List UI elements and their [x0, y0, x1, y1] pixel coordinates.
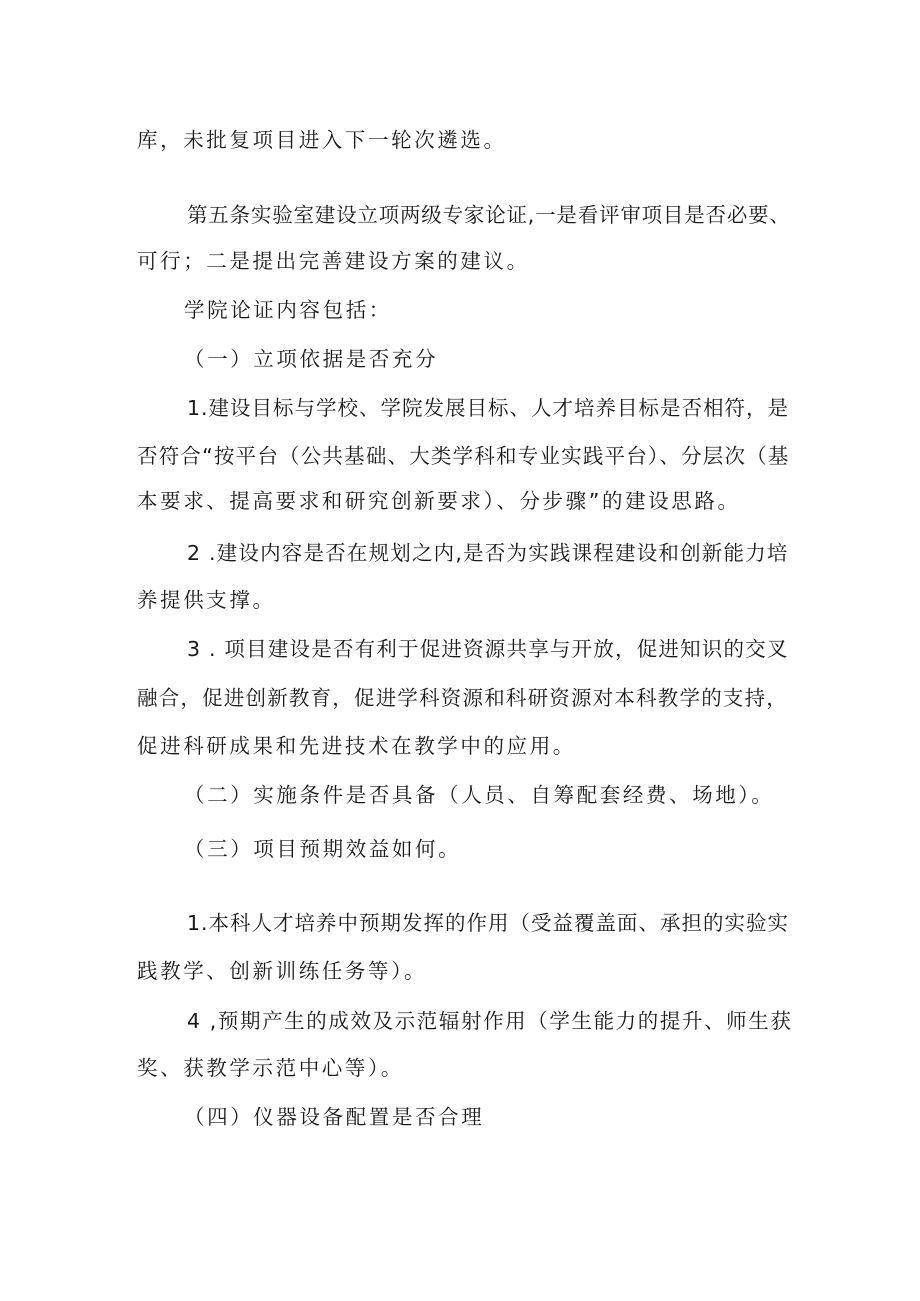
text-line: 养提供支撑。	[137, 588, 276, 612]
section-heading: （一）立项依据是否充分	[184, 347, 439, 371]
text-line: 融合，促进创新教育，促进学科资源和科研资源对本科教学的支持，	[137, 686, 788, 710]
text-line: 否符合“按平台（公共基础、大类学科和专业实践平台）、分层次（基	[137, 444, 790, 468]
text-line: 学院论证内容包括：	[184, 298, 392, 322]
text-line: 4 ,预期产生的成效及示范辐射作用（学生能力的提升、师生获	[187, 1009, 793, 1033]
section-heading: （二）实施条件是否具备（人员、自筹配套经费、场地）。	[184, 783, 775, 807]
section-heading: （三）项目预期效益如何。	[184, 837, 462, 861]
text-line: 奖、获教学示范中心等）。	[137, 1056, 404, 1080]
text-line: 1.建设目标与学校、学院发展目标、人才培养目标是否相符，是	[187, 396, 790, 420]
text-line: 1.本科人才培养中预期发挥的作用（受益覆盖面、承担的实验实	[187, 911, 790, 935]
text-line: 践教学、创新训练任务等）。	[137, 959, 428, 983]
text-line: 促进科研成果和先进技术在教学中的应用。	[137, 734, 576, 758]
section-heading: （四）仪器设备配置是否合理	[184, 1105, 485, 1129]
text-line: 3 . 项目建设是否有利于促进资源共享与开放，促进知识的交叉	[187, 637, 789, 661]
text-line: 本要求、提高要求和研究创新要求）、分步骤”的建设思路。	[137, 489, 741, 513]
text-line: 2 .建设内容是否在规划之内,是否为实践课程建设和创新能力培	[187, 541, 789, 565]
text-line: 库，未批复项目进入下一轮次遴选。	[137, 128, 507, 152]
text-line: 第五条实验室建设立项两级专家论证,一是看评审项目是否必要、	[187, 203, 791, 227]
text-line: 可行；二是提出完善建设方案的建议。	[137, 249, 530, 273]
